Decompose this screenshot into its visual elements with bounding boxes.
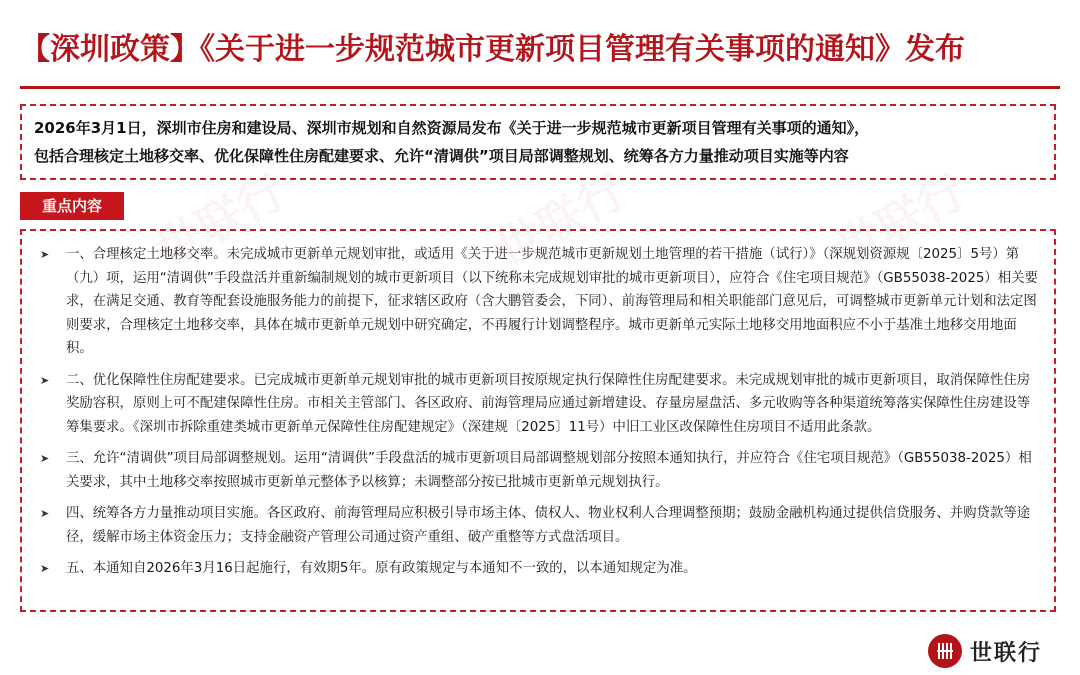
list-item (40, 243, 1038, 361)
page-title: 【深圳政策】《关于进一步规范城市更新项目管理有关事项的通知》发布 (20, 32, 965, 67)
bullet-arrow-icon: ➤ (40, 507, 50, 520)
summary-line-1: 2026年3月1日，深圳市住房和建设局、深圳市规划和自然资源局发布《关于进一步规范城市更新项目管理有关事项的通知》， (34, 119, 870, 137)
list-item-text: 一、合理核定土地移交率。未完成城市更新单元规划审批，或适用《关于进一步规范城市更新规划土地管理的若干措施（试行）》（深规划资源规〔2025〕5号）第（九）项，运用“清调供”手段盘活并重新编制规划的城市更新项目（以下统称未完成规划审批的城市更新项目），应符合《住宅项目规范》（GB55038-2025）相关要求，在满足交通、教育等配套设施服务能力的前提下，征求辖区政府（含大鹏管委会，下同）、前海管理局和相关职能部门意见后，可调整城市更新单元计划和法定图则要求，合理核定土地移交率，具体在城市更新单元规划中研究确定，不再履行计划调整程序。城市更新单元实际土地移交用地面积应不小于基准土地移交用地面积。 (66, 247, 1038, 356)
list-item (40, 502, 1038, 549)
watermark-1: 世联行 (146, 164, 295, 277)
logo-mark-icon (928, 634, 962, 668)
brand-logo (928, 632, 1042, 670)
title-divider (20, 86, 1060, 89)
list-item-text: 五、本通知自2026年3月16日起施行，有效期5年。原有政策规定与本通知不一致的，以本通知规定为准。 (66, 561, 697, 576)
watermark-2: 世联行 (486, 164, 635, 277)
list-item (40, 369, 1038, 440)
content-box (20, 229, 1056, 612)
list-item (40, 557, 1038, 581)
logo-text: 世联行 (970, 640, 1043, 666)
list-item (40, 447, 1038, 494)
list-item-text: 四、统筹各方力量推动项目实施。各区政府、前海管理局应积极引导市场主体、债权人、物业权利人合理调整预期；鼓励金融机构通过提供信贷服务、并购贷款等途径，缓解市场主体资金压力；支持金融资产管理公司通过资产重组、破产重整等方式盘活项目。 (66, 506, 1031, 545)
summary-line-2: 包括合理核定土地移交率、优化保障性住房配建要求、允许“清调供”项目局部调整规划、统筹各方力量推动项目实施等内容 (34, 147, 849, 165)
list-item-text: 三、允许“清调供”项目局部调整规划。运用“清调供”手段盘活的城市更新项目局部调整规划部分按照本通知执行，并应符合《住宅项目规范》（GB55038-2025）相关要求，其中土地移交率按照城市更新单元整体予以核算；未调整部分按已批城市更新单元规划执行。 (66, 451, 1032, 490)
watermark-3: 世联行 (826, 164, 975, 277)
bullet-arrow-icon: ➤ (40, 562, 50, 575)
summary-box (20, 104, 1056, 180)
bullet-arrow-icon: ➤ (40, 248, 50, 261)
bullet-arrow-icon: ➤ (40, 452, 50, 465)
section-tag: 重点内容 (20, 192, 124, 220)
bullet-arrow-icon: ➤ (40, 373, 50, 387)
list-item-text: 二、优化保障性住房配建要求。已完成城市更新单元规划审批的城市更新项目按原规定执行保障性住房配建要求。未完成规划审批的城市更新项目，取消保障性住房奖励容积，原则上可不配建保障性住房。市相关主管部门、各区政府、前海管理局应通过新增建设、存量房屋盘活、多元收购等各种渠道统筹落实保障性住房建设等筹集要求。《深圳市拆除重建类城市更新单元保障性住房配建规定》（深建规〔2025〕11号）中旧工业区改保障性住房项目不适用此条款。 (66, 372, 1031, 435)
